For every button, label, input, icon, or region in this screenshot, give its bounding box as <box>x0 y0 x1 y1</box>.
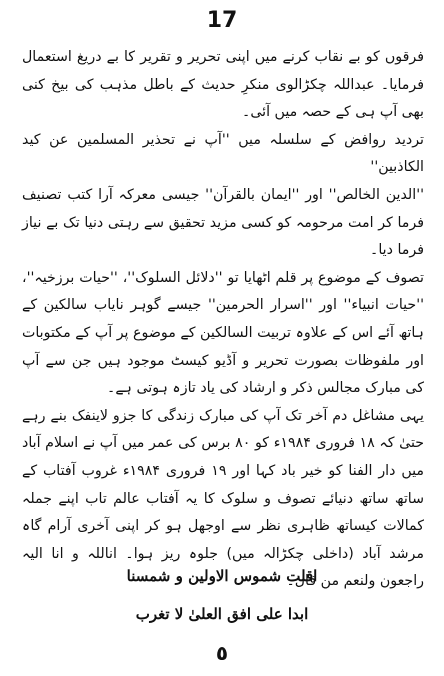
end-mark: ٥ <box>215 641 229 665</box>
paragraph: فرقوں کو بے نقاب کرنے میں اپنی تحریر و تقریر کا بے دریغ استعمال فرمایا۔ عبداللہ چکڑالوی منکرِ حدیث کے باطل مذہب کی بیخ کنی بھی آپ ہی کے حصہ میں آئی۔ <box>22 49 424 121</box>
paragraph: تصوف کے موضوع پر قلم اٹھایا تو ''دلائل السلوک''، ''حیات برزخیہ''، ''حیات انبیاء'' اور ''اسرار الحرمین'' جیسے گوہر نایاب سالکین کے ہاتھ آئے اس کے علاوہ تربیت السالکین کے موضوع پر آپ کے مکتوبات اور ملفوظات بصورت تحریر و آڈیو کیسٹ موجود ہیں جن سے آپ کی مبارک مجالس ذکر و ارشاد کی یاد تازہ ہوتی ہے۔ <box>22 269 424 397</box>
body-text <box>22 44 424 596</box>
paragraph: ''الدین الخالص'' اور ''ایمان بالقرآن'' جیسی معرکہ آرا کتب تصنیف فرما کر امت مرحومہ کو کسی مزید تحقیق سے رہتی دنیا تک بے نیاز فرما دیا۔ <box>22 186 424 259</box>
paragraph: یہی مشاغل دم آخر تک آپ کی مبارک زندگی کا جزو لاینفک بنے رہے حتیٰ کہ ۱۸ فروری ۱۹۸۴ء کو ۸۰ برس کی عمر میں آپ نے اسلام آباد میں دار الفنا کو خیر باد کہا اور ۱۹ فروری ۱۹۸۴ء غروب آفتاب کے ساتھ ساتھ دنیائے تصوف و سلوک کا یہ آفتاب عالم تاب اپنے جملہ کمالات کیساتھ ظاہری نظر سے اوجھل ہو کر اپنی آخری آرام گاہ مرشد آباد (داخلی چکڑالہ میں) جلوہ ریز ہوا۔ اناللہ و انا الیہ راجعون ولنعم من قال۔ <box>22 407 425 590</box>
paragraph: تردید روافض کے سلسلہ میں ''آپ نے تحذیر المسلمین عن کید الکاذبین'' <box>22 131 424 176</box>
page-number: 17 <box>206 8 238 33</box>
verse-line-2: ابدا علی افق العلیٰ لا تغرب <box>135 605 309 623</box>
verse-line-1: اقلت شموس الاولین و شمسنا <box>126 567 318 585</box>
